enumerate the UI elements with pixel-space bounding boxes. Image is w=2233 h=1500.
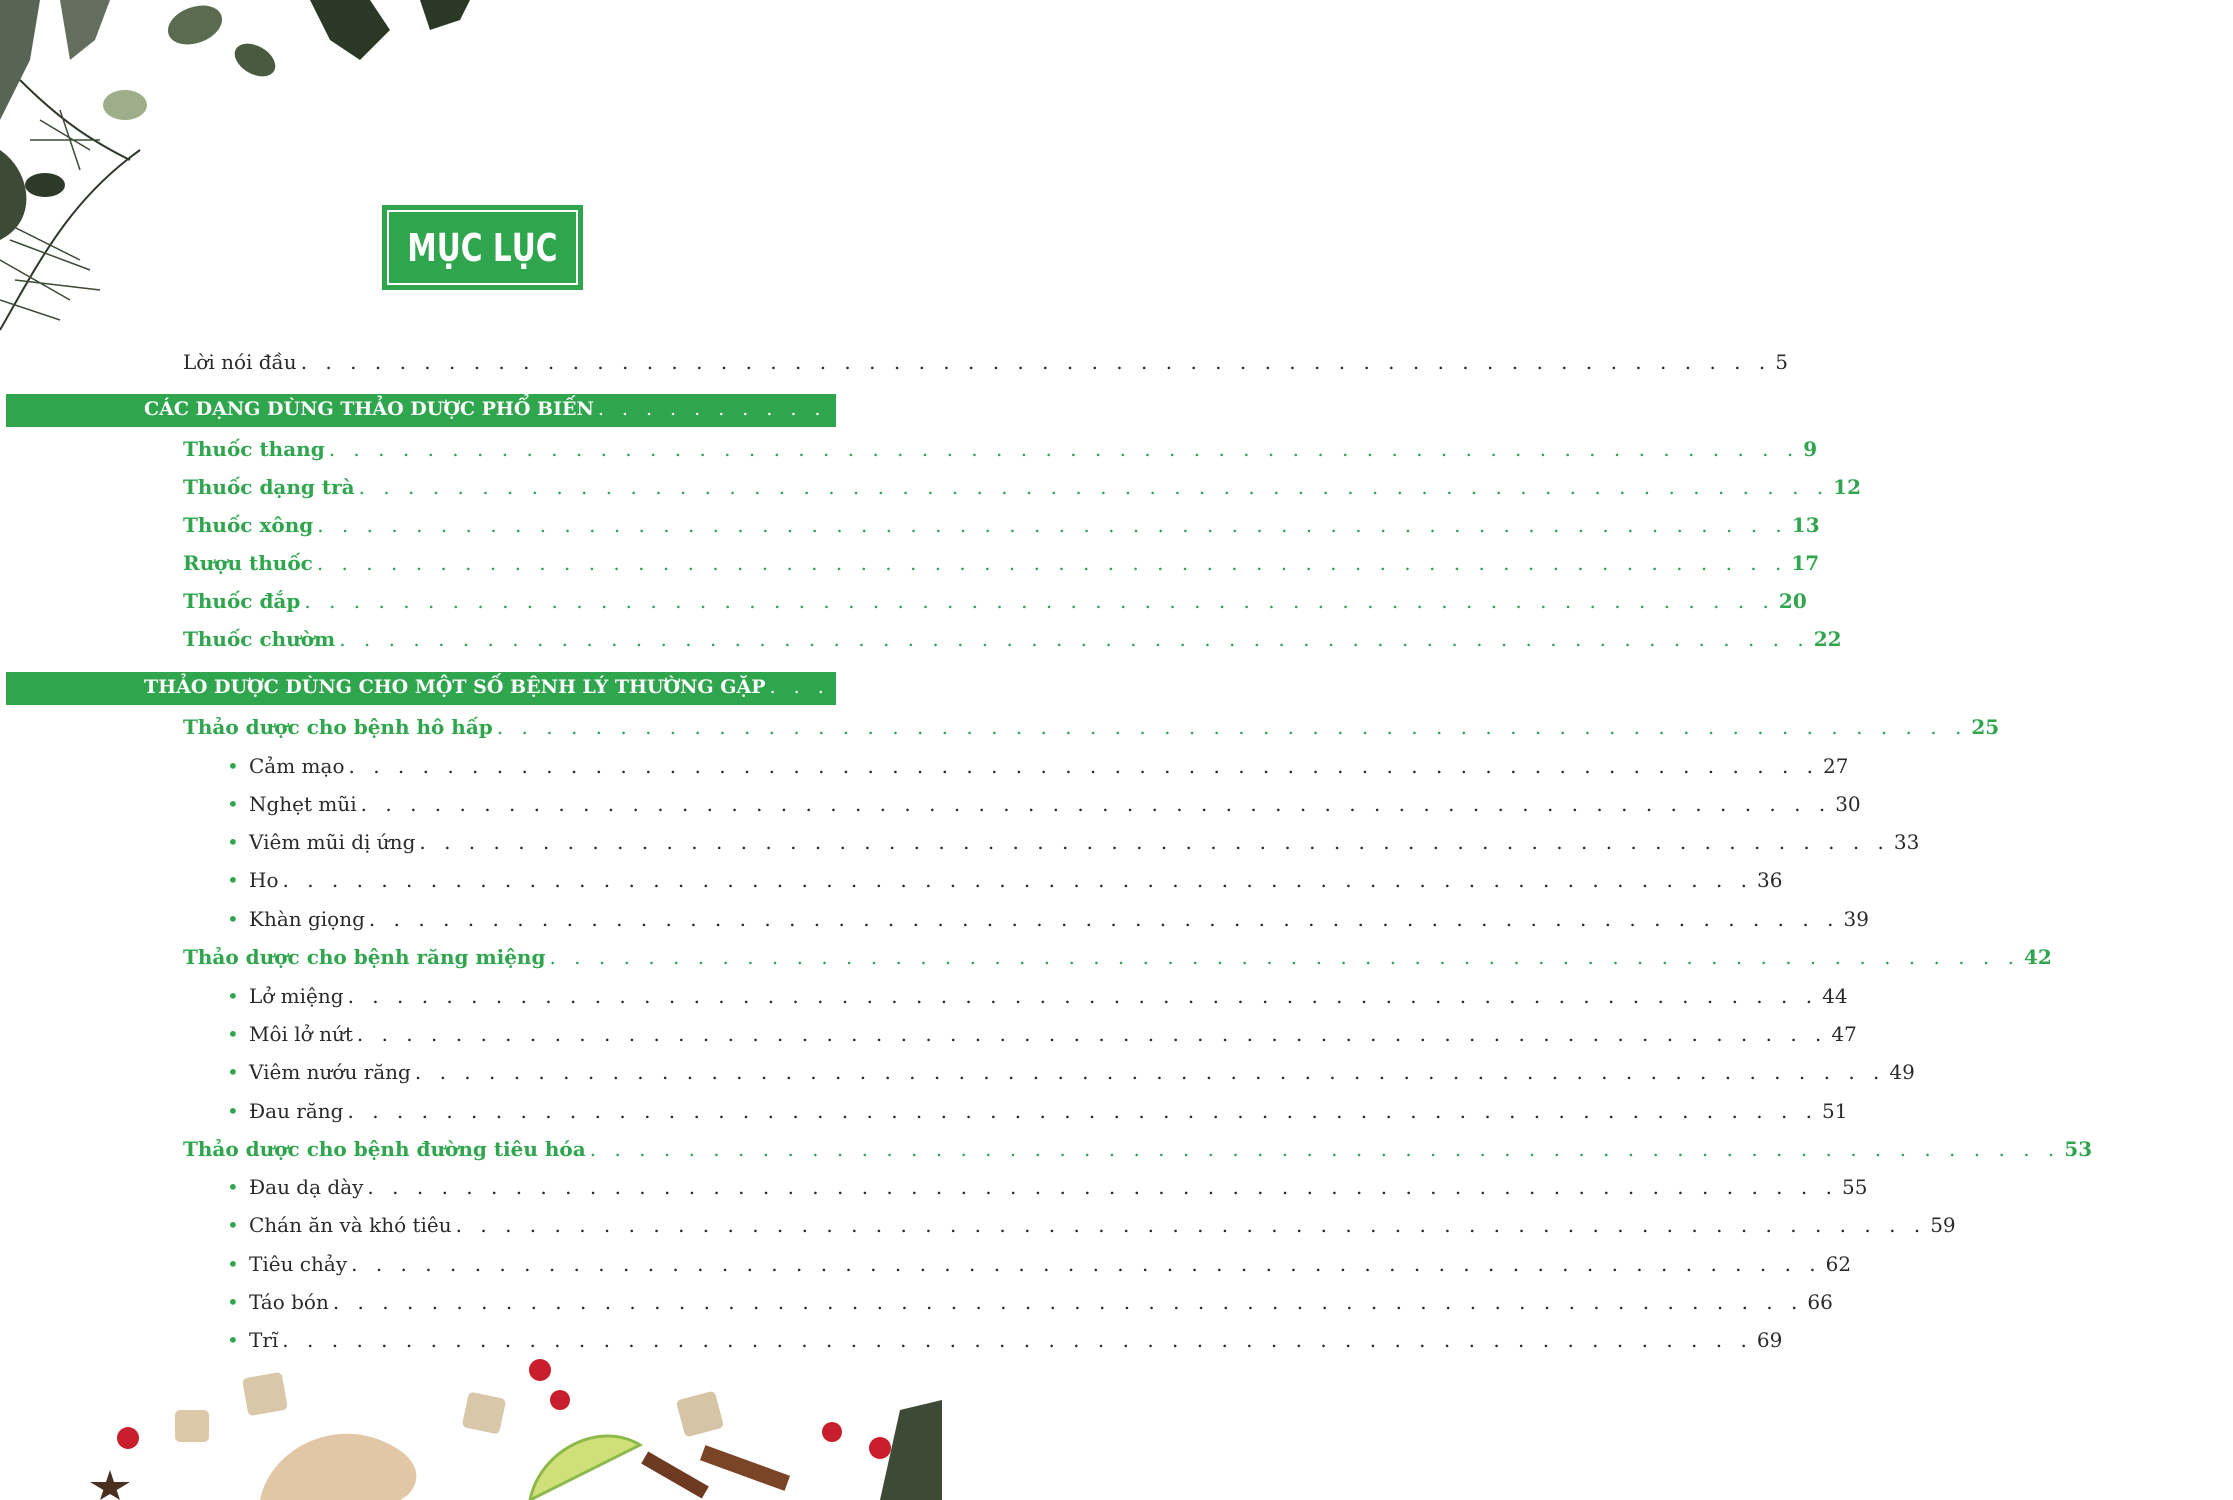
toc-section-page: 24 bbox=[2206, 676, 2233, 698]
bullet-icon: • bbox=[227, 1328, 239, 1352]
toc-entry-page: 66 bbox=[1807, 1290, 1833, 1314]
toc-entry-label: Viêm nướu răng bbox=[249, 1060, 411, 1084]
toc-entry-page: 17 bbox=[1791, 551, 1820, 575]
toc-entry-page: 69 bbox=[1756, 1328, 1783, 1352]
toc-entry-page: 62 bbox=[1825, 1252, 1852, 1276]
toc-entry-page: 12 bbox=[1833, 475, 1862, 499]
toc-entry-page: 47 bbox=[1831, 1022, 1857, 1046]
toc-entry-label: Thuốc chườm bbox=[183, 627, 336, 651]
toc-item[interactable] bbox=[227, 1022, 1857, 1046]
bullet-icon: • bbox=[227, 907, 239, 931]
toc-entry-page: 42 bbox=[2024, 945, 2052, 969]
dot-leader: . . . . . . . . . . . . . . . . . . . . . . . . . . . . . . . . . . . . . . . . . . . . . . . . . . . . . . . . . . . . bbox=[419, 830, 1890, 854]
toc-subsection[interactable] bbox=[183, 627, 1842, 651]
dot-leader: . . . . . . . . . . . . . . . . . . . . . . . . . . . . . . . . . . . . . . . . . . . . . . . . . . . . . . . . . . . . bbox=[282, 1328, 1753, 1352]
page-title: MỤC LỤC bbox=[407, 225, 558, 270]
dot-leader: . . . . . . . . . . . . . . . . . . . . . . . . . . . . . . . . . . . . . . . . . . . . . . . . . . . . . . . . . . . . bbox=[348, 754, 1820, 778]
bullet-icon: • bbox=[227, 1290, 239, 1314]
toc-item[interactable] bbox=[227, 868, 1783, 892]
dot-leader: . . . . . . . . . . . . . . . . . . . . . . . . . . . . . . . . . . . . . . . . . . . . . . . . . . . . . . . . . . . . bbox=[300, 350, 1772, 374]
bullet-icon: • bbox=[227, 1252, 239, 1276]
dot-leader: . . . . . . . . . . . . . . . . . . . . . . . . . . . . . . . . . . . . . . . . . . . . . . . . . . . . . . . . . . . . bbox=[597, 398, 2031, 420]
toc-entry-page: 55 bbox=[1841, 1175, 1868, 1199]
bullet-icon: • bbox=[227, 1213, 239, 1237]
toc-entry-label: Đau dạ dày bbox=[249, 1175, 364, 1199]
toc-entry-page: 39 bbox=[1843, 907, 1869, 931]
bullet-icon: • bbox=[227, 792, 239, 816]
bullet-icon: • bbox=[227, 984, 239, 1008]
toc-entry-label: Đau răng bbox=[249, 1099, 344, 1123]
dot-leader: . . . . . . . . . . . . . . . . . . . . . . . . . . . . . . . . . . . . . . . . . . . . . . . . . . . . . . . . . . . . bbox=[368, 907, 1840, 931]
toc-entry-page: 53 bbox=[2064, 1137, 2093, 1161]
toc-entry-page: 20 bbox=[1778, 589, 1807, 613]
toc-section-label: THẢO DƯỢC DÙNG CHO MỘT SỐ BỆNH LÝ THƯỜNG GẶP bbox=[144, 676, 766, 698]
dot-leader: . . . . . . . . . . . . . . . . . . . . . . . . . . . . . . . . . . . . . . . . . . . . . . . . . . . . . . . . . . . . bbox=[455, 1213, 1927, 1237]
toc-entry-page: 30 bbox=[1835, 792, 1861, 816]
toc-item[interactable] bbox=[227, 1099, 1848, 1123]
toc-section-label: CÁC DẠNG DÙNG THẢO DƯỢC PHỔ BIẾN bbox=[144, 398, 594, 420]
bullet-icon: • bbox=[227, 754, 239, 778]
toc-entry-label: Chán ăn và khó tiêu bbox=[249, 1213, 452, 1237]
dot-leader: . . . . . . . . . . . . . . . . . . . . . . . . . . . . . . . . . . . . . . . . . . . . . . . . . . . . . . . . . . . . bbox=[589, 1137, 2061, 1161]
dot-leader: . . . . . . . . . . . . . . . . . . . . . . . . . . . . . . . . . . . . . . . . . . . . . . . . . . . . . . . . . . . . bbox=[367, 1175, 1838, 1199]
toc-entry-label: Thảo dược cho bệnh răng miệng bbox=[183, 945, 546, 969]
toc-subsection[interactable] bbox=[183, 945, 2052, 969]
toc-entry-intro[interactable] bbox=[183, 350, 1788, 374]
toc-entry-label: Ho bbox=[249, 868, 279, 892]
toc-entry-label: Khàn giọng bbox=[249, 907, 365, 931]
toc-entry-page: 13 bbox=[1791, 513, 1820, 537]
toc-entry-page: 25 bbox=[1971, 715, 2000, 739]
toc-entry-label: Lở miệng bbox=[249, 984, 344, 1008]
toc-entry-label: Thuốc xông bbox=[183, 513, 314, 537]
toc-entry-page: 44 bbox=[1822, 984, 1848, 1008]
toc-entry-page: 22 bbox=[1813, 627, 1842, 651]
toc-entry-label: Thuốc dạng trà bbox=[183, 475, 355, 499]
toc-entry-label: Thảo dược cho bệnh hô hấp bbox=[183, 715, 493, 739]
dot-leader: . . . . . . . . . . . . . . . . . . . . . . . . . . . . . . . . . . . . . . . . . . . . . . . . . . . . . . . . . . . . bbox=[328, 437, 1800, 461]
dot-leader: . . . . . . . . . . . . . . . . . . . . . . . . . . . . . . . . . . . . . . . . . . . . . . . . . . . . . . . . . . . . bbox=[360, 792, 1832, 816]
bullet-icon: • bbox=[227, 830, 239, 854]
toc-title-box bbox=[382, 205, 583, 290]
toc-item[interactable] bbox=[227, 754, 1849, 778]
toc-item[interactable] bbox=[227, 792, 1861, 816]
toc-entry-page: 27 bbox=[1823, 754, 1849, 778]
bullet-icon: • bbox=[227, 868, 239, 892]
toc-entry-label: Thuốc đắp bbox=[183, 589, 301, 613]
toc-entry-label: Nghẹt mũi bbox=[249, 792, 357, 816]
dot-leader: . . . . . . . . . . . . . . . . . . . . . . . . . . . . . . . . . . . . . . . . . . . . . . . . . . . . . . . . . . . . bbox=[347, 1099, 1819, 1123]
toc-item[interactable] bbox=[227, 1252, 1852, 1276]
toc-entry-label: Thảo dược cho bệnh đường tiêu hóa bbox=[183, 1137, 586, 1161]
toc-entry-label: Viêm mũi dị ứng bbox=[249, 830, 416, 854]
bullet-icon: • bbox=[227, 1175, 239, 1199]
bullet-icon: • bbox=[227, 1060, 239, 1084]
dot-leader: . . . . . . . . . . . . . . . . . . . . . . . . . . . . . . . . . . . . . . . . . . . . . . . . . . . . . . . . . . . . bbox=[316, 551, 1788, 575]
toc-entry-label: Tiêu chảy bbox=[249, 1252, 348, 1276]
toc-entry-page: 59 bbox=[1930, 1213, 1956, 1237]
dot-leader: . . . . . . . . . . . . . . . . . . . . . . . . . . . . . . . . . . . . . . . . . . . . . . . . . . . . . . . . . . . . bbox=[304, 589, 1775, 613]
toc-item[interactable] bbox=[227, 1175, 1868, 1199]
toc-subsection[interactable] bbox=[183, 1137, 2093, 1161]
toc-item[interactable] bbox=[227, 1213, 1956, 1237]
toc-entry-label: Lời nói đầu bbox=[183, 350, 297, 374]
toc-entry-page: 33 bbox=[1893, 830, 1920, 854]
dot-leader: . . . . . . . . . . . . . . . . . . . . . . . . . . . . . . . . . . . . . . . . . . . . . . . . . . . . . . . . . . . . bbox=[496, 715, 1968, 739]
toc-item[interactable] bbox=[227, 984, 1848, 1008]
toc-subsection[interactable] bbox=[183, 475, 1862, 499]
spices-icon bbox=[0, 1350, 942, 1500]
dot-leader: . . . . . . . . . . . . . . . . . . . . . . . . . . . . . . . . . . . . . . . . . . . . . . . . . . . . . . . . . . . . bbox=[414, 1060, 1886, 1084]
dot-leader: . . . . . . . . . . . . . . . . . . . . . . . . . . . . . . . . . . . . . . . . . . . . . . . . . . . . . . . . . . . . bbox=[317, 513, 1788, 537]
bullet-icon: • bbox=[227, 1022, 239, 1046]
dot-leader: . . . . . . . . . . . . . . . . . . . . . . . . . . . . . . . . . . . . . . . . . . . . . . . . . . . . . . . . . . . . bbox=[358, 475, 1830, 499]
toc-subsection[interactable] bbox=[183, 437, 1818, 461]
toc-entry-label: Táo bón bbox=[249, 1290, 329, 1314]
dot-leader: . . . . . . . . . . . . . . . . . . . . . . . . . . . . . . . . . . . . . . . . . . . . . . . . . . . . . . . . . . . . bbox=[356, 1022, 1828, 1046]
toc-entry-label: Trĩ bbox=[249, 1328, 279, 1352]
toc-item[interactable] bbox=[227, 830, 1920, 854]
toc-entry-page: 9 bbox=[1803, 437, 1818, 461]
dot-leader: . . . . . . . . . . . . . . . . . . . . . . . . . . . . . . . . . . . . . . . . . . . . . . . . . . . . . . . . . . . . bbox=[339, 627, 1810, 651]
toc-section-bar[interactable] bbox=[6, 394, 2048, 427]
toc-entry-page: 49 bbox=[1889, 1060, 1915, 1084]
dot-leader: . . . . . . . . . . . . . . . . . . . . . . . . . . . . . . . . . . . . . . . . . . . . . . . . . . . . . . . . . . . . bbox=[769, 676, 2203, 698]
toc-subsection[interactable] bbox=[183, 513, 1820, 537]
toc-entry-page: 36 bbox=[1757, 868, 1783, 892]
dot-leader: . . . . . . . . . . . . . . . . . . . . . . . . . . . . . . . . . . . . . . . . . . . . . . . . . . . . . . . . . . . . bbox=[332, 1290, 1804, 1314]
toc-entry-page: 51 bbox=[1822, 1099, 1848, 1123]
toc-entry-label: Cảm mạo bbox=[249, 754, 345, 778]
dot-leader: . . . . . . . . . . . . . . . . . . . . . . . . . . . . . . . . . . . . . . . . . . . . . . . . . . . . . . . . . . . . bbox=[351, 1252, 1822, 1276]
toc-entry-label: Môi lở nứt bbox=[249, 1022, 353, 1046]
dot-leader: . . . . . . . . . . . . . . . . . . . . . . . . . . . . . . . . . . . . . . . . . . . . . . . . . . . . . . . . . . . . bbox=[347, 984, 1819, 1008]
toc-item[interactable] bbox=[227, 1060, 1915, 1084]
toc-section-page: 7 bbox=[2034, 398, 2048, 420]
dot-leader: . . . . . . . . . . . . . . . . . . . . . . . . . . . . . . . . . . . . . . . . . . . . . . . . . . . . . . . . . . . . bbox=[282, 868, 1754, 892]
toc-entry-label: Rượu thuốc bbox=[183, 551, 313, 575]
toc-entry-page: 5 bbox=[1775, 350, 1788, 374]
toc-entry-label: Thuốc thang bbox=[183, 437, 325, 461]
toc-subsection[interactable] bbox=[183, 551, 1820, 575]
dot-leader: . . . . . . . . . . . . . . . . . . . . . . . . . . . . . . . . . . . . . . . . . . . . . . . . . . . . . . . . . . . . bbox=[549, 945, 2021, 969]
toc-item[interactable] bbox=[227, 907, 1869, 931]
toc-section-bar[interactable] bbox=[6, 672, 2233, 705]
bullet-icon: • bbox=[227, 1099, 239, 1123]
toc-item[interactable] bbox=[227, 1290, 1833, 1314]
toc-item[interactable] bbox=[227, 1328, 1783, 1352]
toc-subsection[interactable] bbox=[183, 715, 2000, 739]
toc-subsection[interactable] bbox=[183, 589, 1807, 613]
